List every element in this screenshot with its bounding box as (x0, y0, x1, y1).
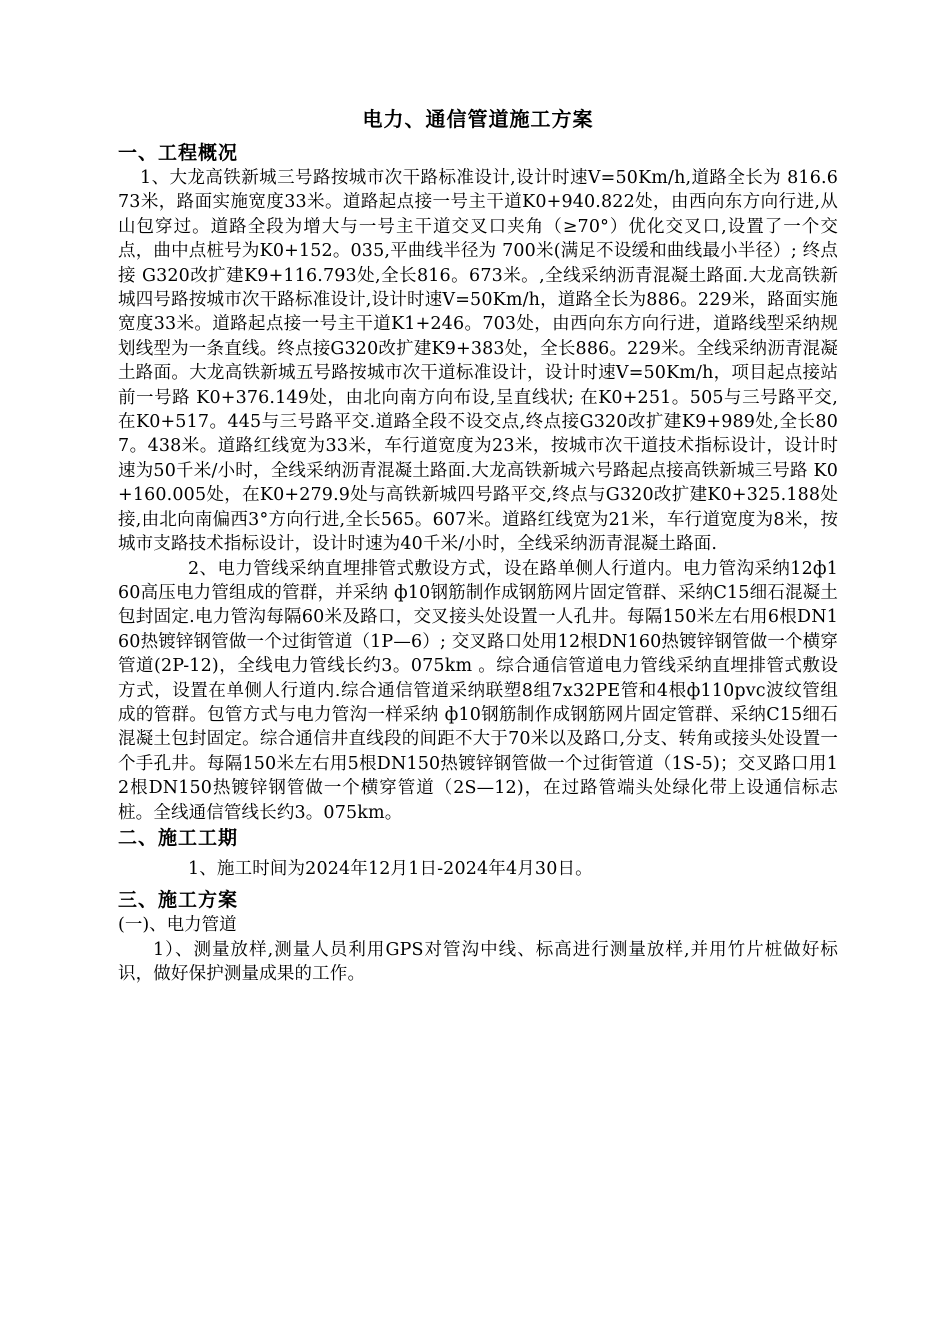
schedule-paragraph: 1、施工时间为2024年12月1日-2024年4月30日。 (188, 858, 593, 879)
section-heading-schedule: 二、施工工期 (118, 826, 239, 849)
document-page (118, 96, 838, 987)
section-heading-overview: 一、工程概况 (118, 142, 239, 164)
subsection-heading-power-duct: (一)、电力管道 (118, 915, 237, 936)
overview-paragraph-1: 1、大龙高铁新城三号路按城市次干路标准设计,设计时速V=50Km/h,道路全长为 816.673米，路面实施宽度33米。道路起点接一号主干道K0+940.822处，由西向东方向行进,从山包穿过。道路全段为增大与一号主干道交叉口夹角（≥70°）优化交叉口,设置了一个交点，曲中点桩号为K0+152。035,平曲线半径为 700米(满足不设缓和曲线最小半径）; 终点接 G320改扩建K9+116.793处,全长816。673米。,全线采纳沥青混凝土路面.大龙高铁新城四号路按城市次干路标准设计,设计时速V=50Km/h，道路全长为886。229米，路面实施宽度33米。道路起点接一号主干道K1+246。703处，由西向东方向行进，道路线型采纳规划线型为一条直线。终点接G320改扩建K9+383处，全长886。229米。全线采纳沥青混凝土路面。大龙高铁新城五号路按城市次干道标准设计，设计时速V=50Km/h，项目起点接站前一号路 K0+376.149处，由北向南方向布设,呈直线状; 在K0+251。505与三号路平交,在K0+517。445与三号路平交.道路全段不设交点,终点接G320改扩建K9+989处,全长807。438米。道路红线宽为33米，车行道宽度为23米，按城市次干道技术指标设计，设计时速为50千米/小时，全线采纳沥青混凝土路面.大龙高铁新城六号路起点接高铁新城三号路 K0+160.005处，在K0+279.9处与高铁新城四号路平交,终点与G320改扩建K0+325.188处接,由北向南偏西3°方向行进,全长565。607米。道路红线宽为21米，车行道宽度为8米，按城市支路技术指标设计，设计时速为40千米/小时，全线采纳沥青混凝土路面. (118, 168, 838, 555)
page-title: 电力、通信管道施工方案 (362, 107, 594, 131)
section-heading-plan: 三、施工方案 (118, 889, 239, 912)
plan-paragraph-1: 1）、测量放样,测量人员利用GPS对管沟中线、标高进行测量放样,并用竹片桩做好标识，做好保护测量成果的工作。 (118, 939, 838, 985)
overview-paragraph-2: 2、电力管线采纳直埋排管式敷设方式，设在路单侧人行道内。电力管沟采纳12ф160高压电力管组成的管群，并采纳 ф10钢筋制作成钢筋网片固定管群、采纳C15细石混凝土包封固定.电力管沟每隔60米及路口，交叉接头处设置一人孔井。每隔150米左右用6根DN160热镀锌钢管做一个过街管道（1P—6）; 交叉路口处用12根DN160热镀锌钢管做一个横穿管道(2P-12)，全线电力管线长约3。075km 。综合通信管道电力管线采纳直埋排管式敷设方式，设置在单侧人行道内.综合通信管道采纳联塑8组7x32PE管和4根ф110pvc波纹管组成的管群。包管方式与电力管沟一样采纳 ф10钢筋制作成钢筋网片固定管群、采纳C15细石混凝土包封固定。综合通信井直线段的间距不大于70米以及路口,分支、转角或接头处设置一个手孔井。每隔150米左右用5根DN150热镀锌钢管做一个过街管道（1S-5)；交叉路口用12根DN150热镀锌钢管做一个横穿管道（2S—12)，在过路管端头处绿化带上设通信标志桩。全线通信管线长约3。075km。 (118, 558, 838, 823)
